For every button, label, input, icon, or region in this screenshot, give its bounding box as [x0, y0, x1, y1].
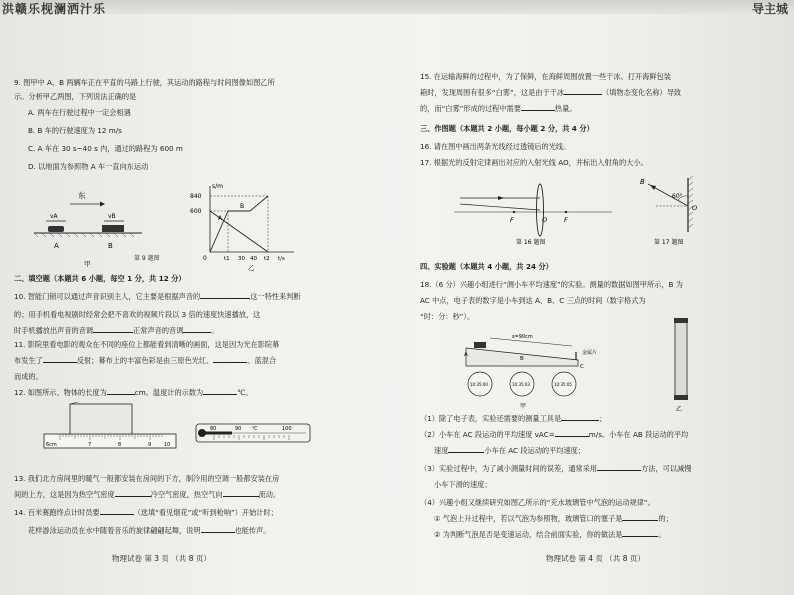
q18-sub1	[420, 414, 606, 424]
q18-blank-1[interactable]	[561, 420, 599, 421]
q9-option-b: B. B 车的行驶速度为 12 m/s	[28, 126, 122, 135]
q11-text-a: 布发生了	[14, 356, 43, 365]
q18-line2: AC 中点，电子表的数字是小车到达 A、B、C 三点的时间（数字格式为	[420, 296, 646, 305]
b-label: B	[640, 178, 645, 186]
footer-left: 物理试卷 第 3 页 （共 8 页）	[112, 554, 211, 563]
tick-t2: t2	[264, 256, 270, 262]
q11-text-b: 反射；幕布上的丰富色彩是由三原色光红、	[76, 356, 214, 365]
q11-line1: 11. 影院里看电影的观众在不同的座位上都能看到清晰的画面，这是因为光在影院幕	[14, 340, 280, 349]
tick-30: 30	[238, 256, 245, 262]
q18-sub2b	[434, 446, 585, 456]
mirror-hatch	[688, 176, 693, 228]
ray-2	[460, 204, 540, 210]
ruler-num-7: 7	[88, 442, 92, 448]
thermo-90: 90	[235, 426, 242, 432]
vb-label: vB	[108, 213, 116, 220]
angle-label: 60°	[672, 193, 683, 200]
q18-sub4: （4）兴趣小组又继续研究如图乙所示的“充水玻璃管中气泡的运动规律”。	[420, 498, 655, 507]
q16-text: 16. 请在图中画出两条光线经过透镜后的光线。	[420, 142, 571, 151]
thermo-80: 80	[210, 426, 217, 432]
point-b: B	[520, 356, 524, 362]
q13-blank-2[interactable]	[223, 496, 259, 497]
q14-text-c: 花样游泳运动员在水中随着音乐的旋律翩翩起舞，说明	[28, 526, 201, 535]
q9-line1: 9. 图甲中 A、B 两辆车正在平直的马路上行驶，其运动的路程与时间图像如图乙所	[14, 78, 275, 87]
glass-tube	[675, 320, 687, 398]
section-2-heading: 二、填空题（本题共 6 小题，每空 1 分，共 12 分）	[14, 274, 186, 283]
reflected-ray-arrow	[650, 185, 656, 190]
tick-t1: t1	[224, 256, 230, 262]
distance-label: s=90cm	[512, 334, 533, 340]
footer-right: 物理试卷 第 4 页 （共 8 页）	[546, 554, 645, 563]
q13-text-b: 冷空气密度，热空气向	[150, 490, 223, 499]
q11-line3: 而成的。	[14, 372, 43, 381]
clock-a-time: 10:35:00	[470, 382, 488, 387]
y-840: 840	[190, 193, 202, 200]
ruler-num-9: 9	[148, 442, 152, 448]
q10-blank-3[interactable]	[183, 332, 211, 333]
q11-text-c: 、蓝混合	[247, 356, 277, 365]
q18-s4b-text: ② 为判断气泡是否是变速运动，结合前面实验，你的做法是	[434, 530, 623, 539]
q15-text-d: 热量。	[554, 104, 577, 113]
q12-thermometer-figure	[194, 420, 314, 450]
tick-40: 40	[250, 256, 257, 262]
car-a	[48, 226, 64, 232]
q18-s2d-text: 小车在 AC 段运动的平均速度；	[484, 446, 586, 455]
q11-blank-1[interactable]	[43, 362, 77, 363]
q9-figure-jia	[34, 184, 144, 272]
q18-blank-6[interactable]	[622, 536, 658, 537]
q14-blank-1[interactable]	[100, 514, 134, 515]
tube-stopper	[674, 318, 688, 323]
q10-text-b: 这一特性来判断	[250, 292, 301, 301]
ruler-unit-label: 6cm	[46, 442, 57, 448]
point-a: A	[464, 352, 468, 358]
ruler-num-10: 10	[164, 442, 171, 448]
q15-text-a: 箱时，发现周围有很多“白雾”，这是由于干冰	[420, 88, 565, 97]
q15-blank-2[interactable]	[521, 110, 555, 111]
q15-blank-1[interactable]	[564, 94, 602, 95]
q18-sub3	[420, 464, 691, 474]
line-b3	[250, 196, 268, 211]
east-label: 东	[78, 191, 86, 200]
focus-right	[565, 211, 567, 213]
q13-line1: 13. 我们北方房间里的暖气一般都安装在房间的下方，制冷用的空调一般都安装在房	[14, 474, 280, 483]
q15-line2	[420, 88, 681, 98]
q14-text-b: （选填“看见烟花”或“听到枪响”）开始计时；	[133, 508, 278, 517]
caption-jia: 甲	[84, 260, 91, 268]
q10-line2: 的；用手机看电视剧时经常会把不喜欢的视频片段以 3 倍的速度快速播放，这	[14, 310, 261, 319]
curve-label-b: B	[240, 203, 245, 210]
header-strip	[0, 0, 794, 14]
q18-s1-tail: ；	[599, 414, 607, 423]
q15-text-c: 的，而“白雾”形成的过程中需要	[420, 104, 521, 113]
q12-text-c: ℃。	[237, 388, 253, 397]
q18-s4a-tail: 的；	[658, 514, 673, 523]
y-600: 600	[190, 208, 202, 215]
q18-sub4b	[434, 530, 666, 540]
f2-label: F	[564, 216, 568, 224]
q18-s3-tail: 方法，可以减慢	[641, 464, 692, 473]
q14-line1	[14, 508, 278, 518]
truck-b	[102, 225, 124, 232]
metal-label: 金属片	[582, 350, 598, 356]
q18-s2-tail: m/s。小车在 AB 段运动的平均	[588, 430, 689, 439]
q10-line1	[14, 292, 301, 302]
label-a: A	[54, 242, 59, 250]
q11-blank-2[interactable]	[213, 362, 247, 363]
header-left-text: 洪赣乐枧澜洒汁乐	[2, 2, 107, 16]
header-right-text: 导主城	[751, 2, 788, 16]
clock-b-time: 10:35:03	[512, 382, 530, 387]
q15-text-b: （填物态变化名称）导致	[602, 88, 682, 97]
q10-text-e: 。	[211, 326, 219, 335]
point-c: C	[580, 364, 584, 370]
q15-line3	[420, 104, 576, 114]
q14-blank-2[interactable]	[201, 532, 235, 533]
q18-s4b-tail: 。	[658, 530, 666, 539]
fig18-caption-yi: 乙	[676, 406, 683, 413]
q18-sub2	[420, 430, 688, 440]
q9-figure-yi	[188, 180, 300, 272]
q9-line2: 示。分析甲乙两图，下列说法正确的是	[14, 92, 137, 101]
q18-blank-5[interactable]	[622, 520, 658, 521]
q18-blank-3[interactable]	[448, 452, 484, 453]
fig18-caption-jia: 甲	[520, 403, 527, 410]
q18-s4a-text: ① 气泡上升过程中，若以气泡为参照物，玻璃管口的塞子是	[434, 514, 623, 523]
q10-text-a: 10. 智能门锁可以通过声音识别主人，它主要是根据声音的	[14, 292, 201, 301]
o-point-label: O	[692, 204, 698, 212]
q17-text: 17. 根据光的反射定律画出对应的入射光线 AO，并标出入射角的大小。	[420, 158, 648, 167]
q18-sub4a	[434, 514, 673, 524]
q14-text-d: 也能传声。	[234, 526, 271, 535]
q12-text-a: 12. 如图所示、物体的长度为	[14, 388, 107, 397]
q14-line2	[28, 526, 270, 536]
q10-text-d: 正常声音的音调	[133, 326, 184, 335]
road-hatch	[34, 233, 134, 237]
q10-blank-1[interactable]	[200, 298, 250, 299]
q12-text-b: cm。温度计的示数为	[134, 388, 204, 397]
measured-block	[70, 404, 132, 436]
y-unit: s/m	[212, 183, 223, 190]
q18-line3: “时：分：秒”）。	[420, 312, 475, 321]
q10-text-c: 时手机播放出声音的音调	[14, 326, 94, 335]
caption-yi: 乙	[248, 264, 255, 272]
q10-blank-2[interactable]	[93, 332, 133, 333]
clock-c-time: 10:35:05	[554, 382, 572, 387]
tube-bottom	[674, 395, 688, 400]
focus-left	[513, 211, 515, 213]
q18-line1: 18.（6 分）兴趣小组进行“测小车平均速度”的实验。测量的数据如图甲所示，B 为	[420, 280, 683, 289]
fig16-lens	[454, 174, 614, 246]
section-3-heading: 三、作图题（本题共 2 小题，每小题 2 分，共 4 分）	[420, 124, 594, 133]
q9-option-d: D. 以地面为参照物 A 车一直向东运动	[28, 162, 149, 171]
q9-option-c: C. A 车在 30 s~40 s 内，通过的路程为 600 m	[28, 144, 183, 153]
q9-option-a: A. 两车在行驶过程中一定会相遇	[28, 108, 131, 117]
fig18-glass-tube	[666, 318, 696, 414]
q18-s2-text: （2）小车在 AC 段运动的平均速度 vAC=	[420, 430, 555, 439]
q18-sub3b: 小车下滑的速度；	[434, 480, 492, 489]
q14-text-a: 14. 百米赛跑终点计时员要	[14, 508, 100, 517]
q18-blank-2[interactable]	[555, 436, 589, 437]
fig17-caption: 第 17 题图	[654, 239, 684, 246]
q11-line2	[14, 356, 276, 366]
thermo-unit: ℃	[252, 426, 258, 432]
q10-line3	[14, 326, 219, 336]
q9-figure-caption: 第 9 题图	[134, 255, 160, 262]
ray-1-arrow	[498, 196, 504, 200]
q15-line1: 15. 在运输海鲜的过程中，为了保鲜，在海鲜周围放置一些干冰。打开海鲜包装	[420, 72, 671, 81]
fig16-caption: 第 16 题图	[516, 239, 546, 246]
f1-label: F	[510, 216, 514, 224]
cart	[474, 342, 486, 348]
q18-blank-4[interactable]	[597, 470, 641, 471]
t-unit: t/s	[278, 256, 285, 262]
fig17-mirror	[626, 174, 726, 246]
q13-text-c: 流动。	[258, 490, 281, 499]
va-label: vA	[50, 213, 58, 220]
ruler-num-8: 8	[118, 442, 122, 448]
q18-s2c-text: 速度	[434, 446, 449, 455]
q13-text-a: 间的上方，这是因为热空气密度	[14, 490, 115, 499]
section-4-heading: 四、实验题（本题共 4 小题，共 24 分）	[420, 262, 553, 271]
q18-s1-text: （1）除了电子表，实验还需要的测量工具是	[420, 414, 562, 423]
q12-blank-1[interactable]	[107, 394, 135, 395]
fig18-incline	[460, 326, 610, 412]
origin: 0	[203, 255, 207, 262]
label-b: B	[108, 242, 113, 250]
q12-line1	[14, 388, 253, 398]
o-label: O	[542, 216, 548, 224]
q18-s3-text: （3）实验过程中，为了减小测量时间的误差，通常采用	[420, 464, 598, 473]
thermo-100: 100	[282, 426, 292, 432]
east-arrowhead	[100, 202, 105, 207]
q13-line2	[14, 490, 280, 500]
q12-ruler-figure	[40, 402, 180, 458]
curve-label-a: A	[218, 215, 223, 222]
q13-blank-1[interactable]	[115, 496, 151, 497]
q12-blank-2[interactable]	[203, 394, 237, 395]
